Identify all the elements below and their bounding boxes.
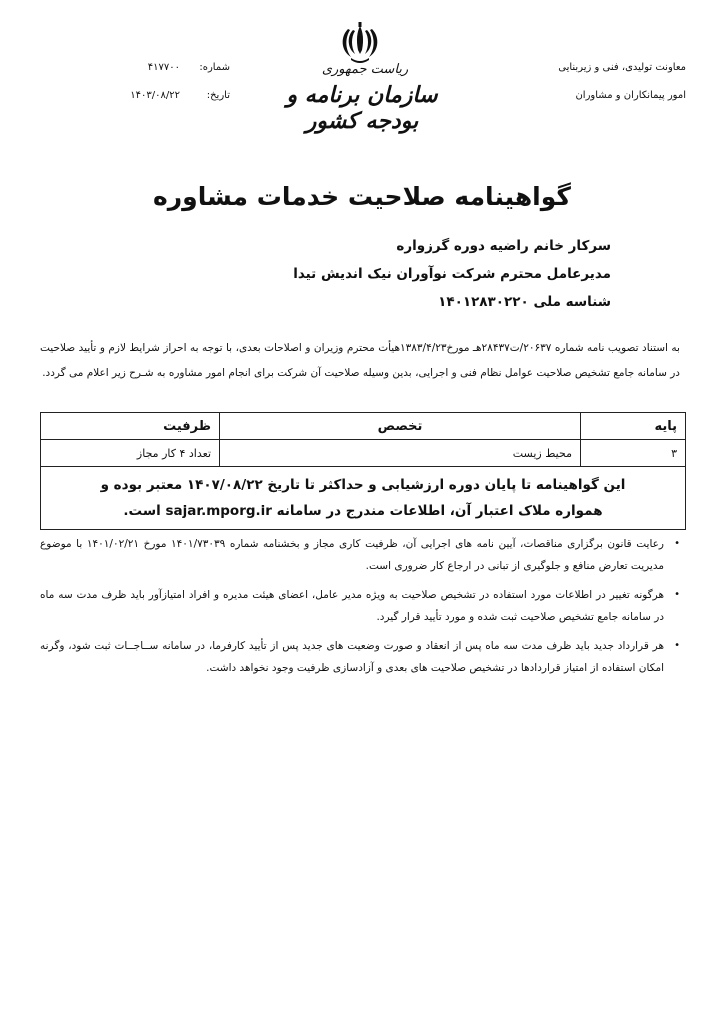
- department-line-2: امور پیمانکاران و مشاوران: [575, 90, 686, 101]
- capability-table: [40, 412, 686, 530]
- list-item: [40, 584, 680, 628]
- validity-line-2: [49, 498, 677, 524]
- note-text: هرگونه تغییر در اطلاعات مورد استفاده در تشخیص صلاحیت به ویژه مدیر عامل، اعضای هیئت مدیره و افراد امتیازآور باید ظرف مدت سه ماه در سامانه جامع تشخیص صلاحیت ثبت شده و مورد تأیید قرار گیرد.: [40, 589, 664, 623]
- number-label: شماره:: [199, 62, 230, 73]
- bullet-icon: •: [674, 538, 680, 549]
- date-value: ۱۴۰۳/۰۸/۲۲: [130, 90, 180, 101]
- bullet-icon: •: [674, 589, 680, 600]
- date-label: تاریخ:: [206, 90, 230, 101]
- recipient-position: مدیرعامل محترم شرکت نوآوران نیک اندیش تیدا: [293, 266, 611, 282]
- header-capacity: ظرفیت: [41, 413, 220, 440]
- cell-grade: ۳: [581, 440, 686, 467]
- department-line-1: معاونت تولیدی، فنی و زیربنایی: [558, 62, 686, 73]
- note-text: رعایت قانون برگزاری مناقصات، آیین نامه های اجرایی آن، ظرفیت کاری مجاز و بخشنامه شماره ۱۴۰۱/۷۳۰۳۹ مورخ ۱۴۰۱/۰۲/۲۱ با موضوع مدیریت تعارض منافع و جلوگیری از تبانی در ارجاع کار ضروری است.: [40, 538, 664, 572]
- header-grade: پایه: [581, 413, 686, 440]
- number-row: [80, 54, 230, 82]
- validity-row: [41, 467, 686, 530]
- table-header-row: [41, 413, 686, 440]
- validity-suffix: است.: [123, 503, 161, 519]
- org-subtitle: ریاست جمهوری: [321, 62, 409, 77]
- page-title: گواهینامه صلاحیت خدمات مشاوره: [153, 182, 571, 211]
- recipient-national-id: شناسه ملی ۱۴۰۱۲۸۳۰۲۲۰: [438, 294, 611, 310]
- header-specialty: تخصص: [220, 413, 581, 440]
- iran-emblem-icon: [337, 20, 383, 66]
- notes-list: [40, 533, 686, 686]
- cell-specialty: محیط زیست: [220, 440, 581, 467]
- cell-capacity: تعداد ۴ کار مجاز: [41, 440, 220, 467]
- department-block: [486, 54, 686, 110]
- list-item: [40, 533, 680, 577]
- validity-prefix: همواره ملاک اعتبار آن، اطلاعات مندرج در سامانه: [276, 503, 603, 519]
- recipient-name: سرکار خانم راضیه دوره گرزواره: [396, 238, 611, 254]
- sajar-site-link: sajar.mporg.ir: [165, 503, 272, 519]
- table-row: [41, 440, 686, 467]
- number-value: ۴۱۷۷۰۰: [147, 62, 180, 73]
- intro-paragraph: به استناد تصویب نامه شماره ۲۰۶۳۷/ت۲۸۴۳۷هـ مورخ۱۳۸۳/۴/۲۳هیأت محترم وزیران و اصلاحات بعدی، با توجه به احراز شرایط لازم و تأیید صلاحیت در سامانه جامع تشخیص صلاحیت عوامل نظام فنی و اجرایی، بدین وسیله صلاحیت آن شرکت برای انجام امور مشاوره به شـرح زیر اعلام می گردد.: [40, 342, 680, 379]
- list-item: [40, 635, 680, 679]
- date-row: [80, 82, 230, 110]
- reference-block: [80, 54, 230, 110]
- validity-statement: [41, 467, 686, 530]
- note-text: هر قرارداد جدید باید ظرف مدت سه ماه پس از انعقاد و صورت وضعیت های جدید پس از تأیید کارفرما، در سامانه ســاجــات ثبت شود، وگرنه امکان استفاده از امتیاز قراردادها در تشخیص صلاحیت های بعدی و آزادسازی ظرفیت وجود نخواهد داشت.: [40, 640, 664, 674]
- validity-line-1: این گواهینامه تا پایان دوره ارزشیابی و حداکثر تا تاریخ ۱۴۰۷/۰۸/۲۲ معتبر بوده و: [100, 477, 626, 493]
- bullet-icon: •: [674, 640, 680, 651]
- org-name: سازمان برنامه و بودجه کشور: [286, 82, 438, 134]
- recipient-block: [191, 232, 611, 316]
